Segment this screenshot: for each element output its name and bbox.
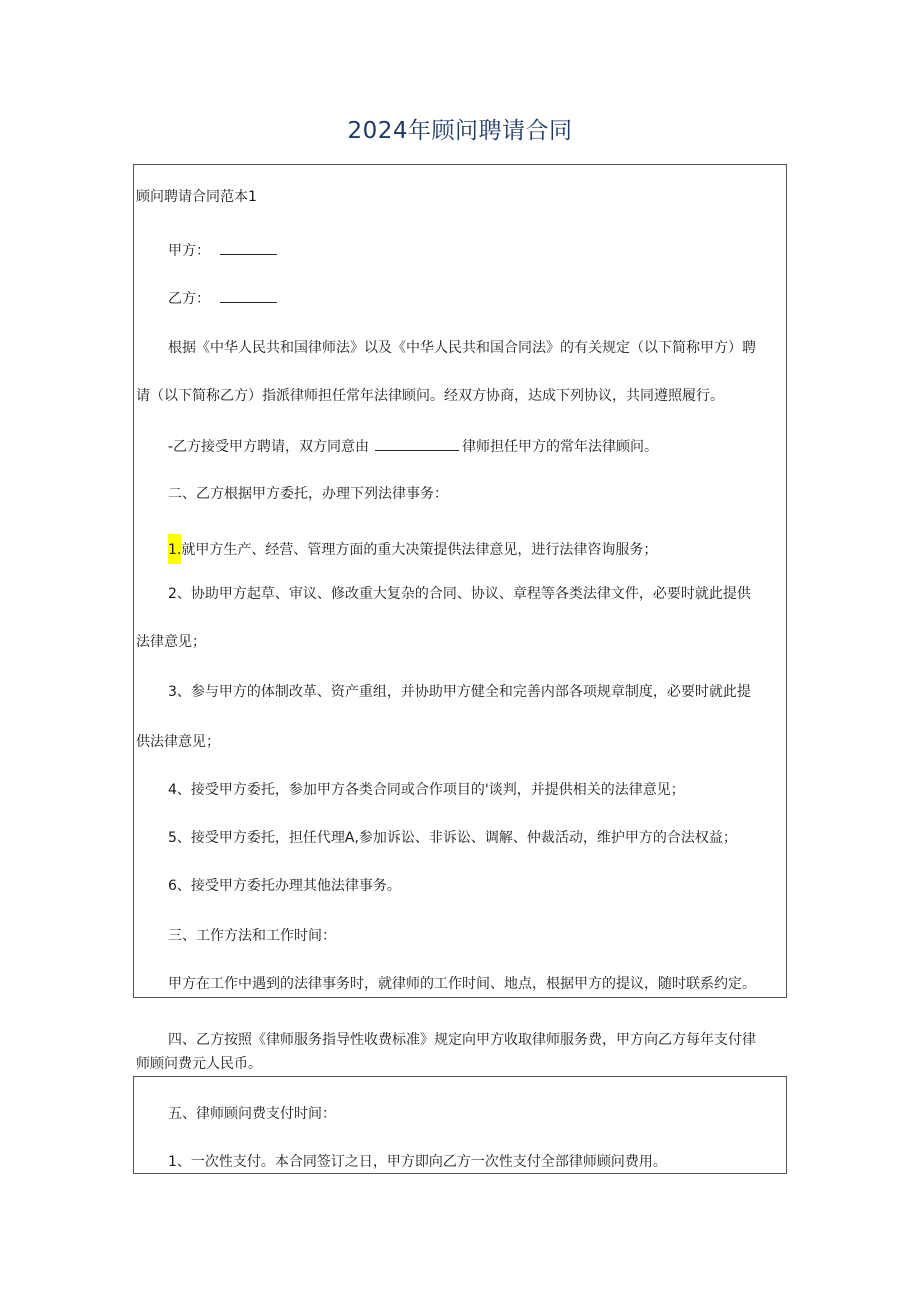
document-title: 2024年顾问聘请合同 bbox=[347, 118, 573, 144]
clause-5-item-1: 1、一次性支付。本合同签订之日，甲方即向乙方一次性支付全部律师顾问费用。 bbox=[168, 1154, 667, 1170]
item-3-line-1: 3、参与甲方的体制改革、资产重组，并协助甲方健全和完善内部各项规章制度，必要时就此提 bbox=[168, 684, 751, 700]
item-6: 6、接受甲方委托办理其他法律事务。 bbox=[168, 878, 401, 894]
contract-heading: 顾问聘请合同范本1 bbox=[136, 189, 257, 205]
clause-1-suffix: 律师担任甲方的常年法律顾问。 bbox=[462, 439, 659, 455]
lawyer-name-blank bbox=[375, 436, 459, 451]
item-2-line-1: 2、协助甲方起草、审议、修改重大复杂的合同、协议、章程等各类法律文件，必要时就此提供 bbox=[168, 586, 751, 602]
party-a-blank bbox=[220, 240, 277, 255]
party-b-label: 乙方： bbox=[168, 291, 210, 307]
item-3-line-2: 供法律意见； bbox=[136, 734, 220, 750]
intro-line-1: 根据《中华人民共和国律师法》以及《中华人民共和国合同法》的有关规定（以下简称甲方）聘 bbox=[168, 340, 756, 356]
item-5: 5、接受甲方委托，担任代理A,参加诉讼、非诉讼、调解、仲裁活动，维护甲方的合法权益； bbox=[168, 830, 737, 846]
item-1-text: 就甲方生产、经营、管理方面的重大决策提供法律意见，进行法律咨询服务； bbox=[181, 542, 658, 558]
clause-4-line-2: 师顾问费元人民币。 bbox=[136, 1056, 262, 1072]
clause-1-prefix: -乙方接受甲方聘请，双方同意由 bbox=[168, 439, 370, 455]
clause-5-heading: 五、律师顾问费支付时间： bbox=[168, 1106, 336, 1122]
clause-3-heading: 三、工作方法和工作时间： bbox=[168, 928, 336, 944]
party-a-label: 甲方： bbox=[168, 243, 210, 259]
item-1-number-highlight: 1. bbox=[168, 534, 181, 564]
item-1 bbox=[168, 534, 657, 564]
party-b-line bbox=[168, 288, 277, 309]
party-a-line bbox=[168, 240, 277, 261]
clause-4-line-1: 四、乙方按照《律师服务指导性收费标准》规定向甲方收取律师服务费，甲方向乙方每年支付律 bbox=[168, 1032, 756, 1048]
clause-2-heading: 二、乙方根据甲方委托，办理下列法律事务： bbox=[168, 486, 448, 502]
item-2-line-2: 法律意见； bbox=[136, 634, 206, 650]
intro-line-2: 请（以下简称乙方）指派律师担任常年法律顾问。经双方协商，达成下列协议，共同遵照履行。 bbox=[136, 388, 724, 404]
clause-1 bbox=[168, 436, 658, 457]
party-b-blank bbox=[220, 288, 277, 303]
item-4: 4、接受甲方委托，参加甲方各类合同或合作项目的'谈判，并提供相关的法律意见； bbox=[168, 782, 685, 798]
clause-3-text: 甲方在工作中遇到的法律事务时，就律师的工作时间、地点，根据甲方的提议，随时联系约定。 bbox=[168, 976, 756, 992]
